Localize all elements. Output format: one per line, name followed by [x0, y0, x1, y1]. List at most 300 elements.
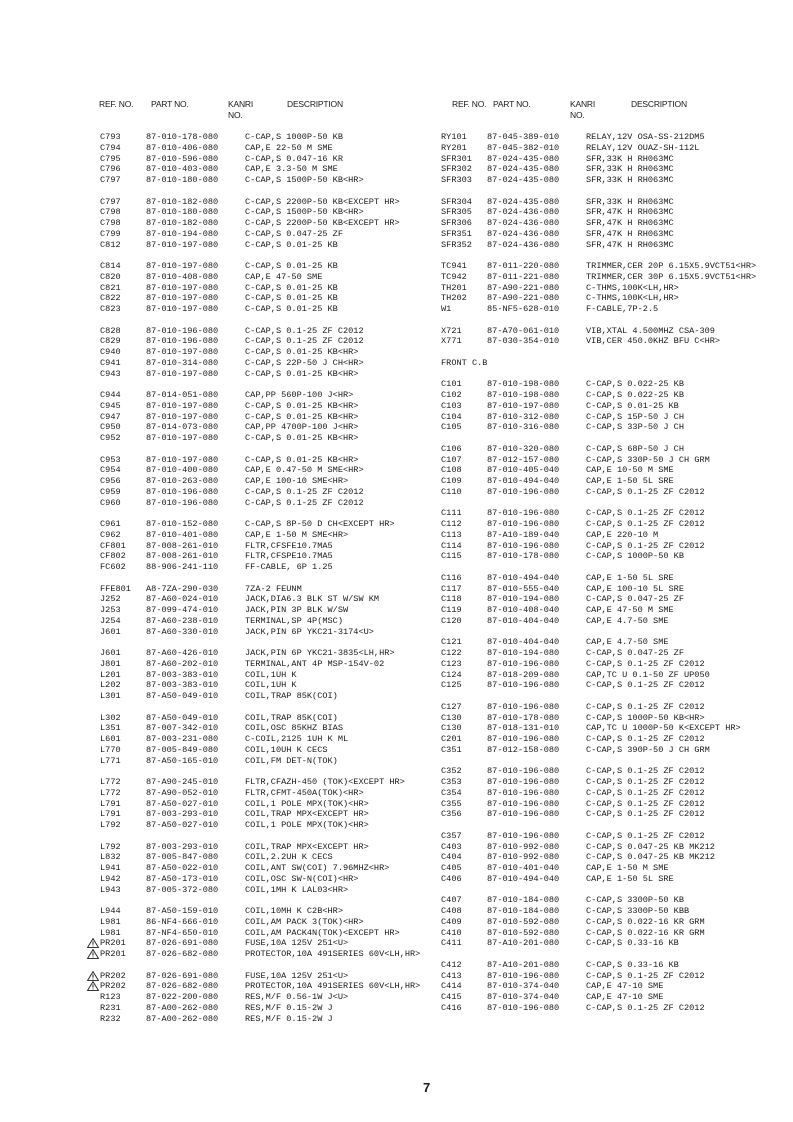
ref-no-cell: C403 [441, 841, 462, 852]
ref-no-cell: C794 [100, 142, 121, 153]
part-row [441, 272, 781, 283]
description-cell: C-CAP,S 0.1-25 ZF C2012 [586, 486, 705, 497]
part-no-cell: 87-026-682-080 [146, 949, 219, 959]
ref-no-cell: C415 [441, 992, 462, 1002]
ref-no-cell: L202 [100, 680, 121, 691]
description-cell: COIL,1 POLE MPX(TOK)<HR> [245, 798, 369, 809]
part-row [100, 390, 440, 401]
description-cell: COIL,1 POLE MPX(TOK)<HR> [245, 820, 369, 830]
ref-no-cell: TC941 [441, 261, 467, 271]
ref-no-cell: L942 [100, 873, 121, 884]
ref-no-cell: C412 [441, 959, 462, 970]
part-row [441, 831, 781, 842]
part-no-cell: 87-014-051-080 [146, 390, 219, 400]
description-cell: C-CAP,S 0.1-25 ZF C2012 [586, 658, 705, 669]
ref-no-cell: SFR302 [441, 164, 472, 175]
group-spacer [100, 508, 440, 519]
part-row [441, 938, 781, 949]
group-spacer [100, 702, 440, 713]
part-row [441, 1003, 781, 1014]
header-kanri: KANRI [570, 99, 595, 109]
ref-no-cell: TH201 [441, 282, 467, 293]
part-no-cell: 87-010-197-080 [146, 304, 219, 314]
description-cell: C-CAP,S 8P-50 D CH<EXCEPT HR> [245, 519, 395, 529]
part-row [100, 422, 440, 433]
ref-no-cell: C101 [441, 379, 462, 390]
part-no-cell: 87-A60-202-010 [146, 658, 219, 669]
part-row [100, 938, 440, 949]
ref-no-cell: SFR306 [441, 218, 472, 228]
description-cell: COIL,1UH K [245, 669, 297, 680]
part-row [441, 154, 781, 165]
part-no-cell: 87-010-408-040 [487, 605, 560, 615]
part-no-cell: 87-003-293-010 [146, 809, 219, 820]
ref-no-cell: C962 [100, 529, 121, 540]
part-no-cell: 87-012-157-080 [487, 454, 560, 465]
ref-no-cell: C121 [441, 637, 462, 648]
description-cell: C-CAP,S 15P-50 J CH [586, 411, 684, 422]
description-cell: CAP,E 1-50 M SME [586, 863, 669, 873]
part-no-cell: 87-010-596-080 [146, 153, 219, 164]
part-row [441, 981, 781, 992]
part-row [441, 659, 781, 670]
ref-no-cell: C110 [441, 486, 462, 497]
ref-no-cell: C106 [441, 443, 462, 454]
ref-no-cell: C352 [441, 766, 462, 777]
part-no-cell: 87-010-196-080 [487, 970, 560, 981]
part-no-cell: 87-018-209-080 [487, 669, 560, 680]
part-row [100, 616, 440, 627]
description-cell: C-CAP,S 0.01-25 KB<HR> [245, 400, 359, 411]
ref-no-cell: L301 [100, 691, 121, 701]
ref-no-cell: PR202 [100, 970, 126, 981]
description-cell: COIL,OSC 85KHZ BIAS [245, 723, 343, 734]
part-row [100, 293, 440, 304]
part-no-cell: 87-026-682-080 [146, 981, 219, 992]
description-cell: C-CAP,S 0.01-25 KB [245, 282, 338, 293]
part-no-cell: 87-045-382-010 [487, 142, 560, 153]
part-no-cell: 87-010-374-040 [487, 981, 560, 992]
description-cell: CAP,E 3.3-50 M SME [245, 164, 338, 175]
part-no-cell: 87-010-403-080 [146, 164, 219, 175]
description-cell: VIB,CER 450.0KHZ BFU C<HR> [586, 336, 721, 347]
part-no-cell: 87-A50-165-010 [146, 755, 219, 766]
header-kanri-no: NO. [228, 110, 243, 120]
description-cell: CAP,PP 4700P-100 J<HR> [245, 422, 359, 433]
description-cell: C-CAP,S 22P-50 J CH<HR> [245, 357, 364, 368]
description-cell: CAP,TC U 1000P-50 K<EXCEPT HR> [586, 723, 741, 734]
part-no-cell: 87-010-184-080 [487, 906, 560, 916]
part-no-cell: 87-010-400-080 [146, 465, 219, 476]
part-row [100, 154, 440, 165]
part-no-cell: 87-010-494-040 [487, 873, 560, 884]
part-row [441, 541, 781, 552]
description-cell: COIL,AM PACK4N(TOK)<EXCEPT HR> [245, 927, 400, 938]
part-row [100, 1003, 440, 1014]
part-no-cell: 87-024-436-080 [487, 218, 560, 228]
ref-no-cell: C113 [441, 529, 462, 540]
description-cell: TRIMMER,CER 30P 6.15X5.9VCT51<HR> [586, 271, 757, 282]
part-row [100, 981, 440, 992]
part-no-cell: 86-NF4-666-010 [146, 916, 219, 927]
part-no-cell: 87-010-494-040 [487, 476, 560, 486]
part-row [100, 530, 440, 541]
ref-no-cell: J601 [100, 648, 121, 658]
part-row [441, 616, 781, 627]
part-no-cell: 87-010-197-080 [146, 293, 219, 304]
part-row [441, 788, 781, 799]
description-cell: C-CAP,S 0.33-16 KB [586, 959, 679, 970]
description-cell: C-THMS,100K<LH,HR> [586, 293, 679, 304]
part-row [100, 584, 440, 595]
ref-no-cell: C118 [441, 594, 462, 605]
part-no-cell: 87-024-436-080 [487, 228, 560, 239]
group-spacer [100, 315, 440, 326]
description-cell: C-CAP,S 0.022-25 KB [586, 390, 684, 400]
ref-no-cell: TC942 [441, 271, 467, 282]
part-no-cell: 87-005-847-080 [146, 852, 219, 863]
part-no-cell: 87-010-494-040 [487, 572, 560, 583]
ref-no-cell: C796 [100, 164, 121, 175]
part-row [100, 659, 440, 670]
part-row [100, 433, 440, 444]
part-row [441, 895, 781, 906]
ref-no-cell: SFR301 [441, 153, 472, 164]
ref-no-cell: C104 [441, 411, 462, 422]
part-row [441, 164, 781, 175]
description-cell: C-CAP,S 0.1-25 ZF C2012 [586, 766, 705, 777]
part-row [100, 476, 440, 487]
description-cell: FUSE,10A 125V 251<U> [245, 938, 349, 949]
part-no-cell: 87-010-196-080 [487, 519, 560, 529]
part-row [100, 820, 440, 831]
description-cell: C-CAP,S 0.1-25 ZF C2012 [586, 540, 705, 551]
part-row [100, 498, 440, 509]
part-row [100, 648, 440, 659]
section-heading [441, 358, 781, 369]
description-cell: C-CAP,S 0.01-25 KB [586, 400, 679, 411]
header-kanri-no: NO. [570, 110, 585, 120]
part-row [441, 175, 781, 186]
ref-no-cell: C127 [441, 701, 462, 712]
ref-no-cell: C405 [441, 863, 462, 873]
part-no-cell: 87-A50-027-010 [146, 798, 219, 809]
part-no-cell: 87-010-404-040 [487, 615, 560, 626]
ref-no-cell: J252 [100, 594, 121, 605]
part-row [441, 487, 781, 498]
part-row [100, 562, 440, 573]
ref-no-cell: C947 [100, 411, 121, 422]
part-row [100, 594, 440, 605]
description-cell: CAP,E 1-50 5L SRE [586, 572, 674, 583]
part-row [441, 648, 781, 659]
ref-no-cell: C960 [100, 497, 121, 508]
description-cell: C-CAP,S 0.1-25 ZF C2012 [586, 970, 705, 981]
description-cell: C-CAP,S 0.1-25 ZF C2012 [586, 734, 705, 744]
ref-no-cell: X771 [441, 336, 462, 347]
ref-no-cell: C828 [100, 325, 121, 336]
part-row [441, 680, 781, 691]
description-cell: CAP,E 220-10 M [586, 529, 659, 540]
part-row [100, 132, 440, 143]
part-no-cell: 87-010-263-080 [146, 476, 219, 486]
description-cell: COIL,1MH K LAL03<HR> [245, 884, 349, 895]
description-cell: SFR,47K H RH063MC [586, 207, 674, 218]
group-spacer [441, 691, 781, 702]
ref-no-cell: C798 [100, 218, 121, 228]
ref-no-cell: C944 [100, 390, 121, 400]
description-cell: COIL,TRAP MPX<EXCEPT HR> [245, 841, 369, 852]
part-no-cell: 87-014-073-080 [146, 422, 219, 433]
ref-no-cell: C353 [441, 777, 462, 787]
part-no-cell: 87-010-401-080 [146, 529, 219, 540]
ref-no-cell: C954 [100, 465, 121, 476]
part-no-cell: 87-003-383-010 [146, 680, 219, 691]
part-no-cell: 87-010-184-080 [487, 895, 560, 906]
part-no-cell: 87-010-196-080 [487, 766, 560, 777]
group-spacer [441, 756, 781, 767]
part-no-cell: 87-005-372-080 [146, 884, 219, 895]
ref-no-cell: SFR305 [441, 207, 472, 218]
part-no-cell: 87-030-354-010 [487, 336, 560, 347]
part-no-cell: 87-A10-201-080 [487, 959, 560, 970]
ref-no-cell: C201 [441, 734, 462, 744]
part-row [441, 229, 781, 240]
description-cell: C-CAP,S 0.047-16 KR [245, 153, 343, 164]
group-spacer [441, 820, 781, 831]
part-no-cell: 87-010-197-080 [487, 400, 560, 411]
part-no-cell: 87-010-196-080 [487, 486, 560, 497]
part-row [100, 874, 440, 885]
part-no-cell: 87-010-152-080 [146, 519, 219, 529]
description-cell: C-CAP,S 0.1-25 ZF C2012 [245, 325, 364, 336]
part-no-cell: 87-010-198-080 [487, 390, 560, 400]
description-cell: CAP,E 100-10 SME<HR> [245, 476, 349, 486]
group-spacer [100, 895, 440, 906]
part-row [441, 874, 781, 885]
ref-no-cell: C797 [100, 175, 121, 185]
description-cell: CAP,E 1-50 M SME<HR> [245, 529, 349, 540]
description-cell: C-CAP,S 0.01-25 KB<HR> [245, 368, 359, 379]
description-cell: C-THMS,100K<LH,HR> [586, 282, 679, 293]
ref-no-cell: C795 [100, 153, 121, 164]
part-no-cell: 87-A70-061-010 [487, 325, 560, 336]
description-cell: C-CAP,S 0.01-25 KB [245, 239, 338, 250]
ref-no-cell: C404 [441, 852, 462, 863]
part-row [100, 809, 440, 820]
part-row [441, 928, 781, 939]
description-cell: CAP,E 47-10 SME [586, 981, 664, 992]
part-no-cell: 87-A00-262-080 [146, 1013, 219, 1024]
ref-no-cell: L351 [100, 723, 121, 734]
part-row [100, 412, 440, 423]
ref-no-cell: R123 [100, 992, 121, 1002]
part-no-cell: 87-A50-159-010 [146, 906, 219, 916]
description-cell: C-CAP,S 0.1-25 ZF C2012 [586, 1002, 705, 1013]
part-no-cell: 87-010-196-080 [487, 680, 560, 691]
part-row [441, 530, 781, 541]
part-row [441, 261, 781, 272]
part-row [441, 551, 781, 562]
part-no-cell: 87-010-592-080 [487, 927, 560, 938]
part-row [100, 917, 440, 928]
ref-no-cell: C822 [100, 293, 121, 304]
part-no-cell: 87-010-320-080 [487, 443, 560, 454]
part-row [100, 713, 440, 724]
part-no-cell: 87-010-196-080 [146, 336, 219, 347]
ref-no-cell: C945 [100, 400, 121, 411]
part-no-cell: 87-010-404-040 [487, 637, 560, 648]
description-cell: C-CAP,S 0.1-25 ZF C2012 [245, 497, 364, 508]
ref-no-cell: C105 [441, 422, 462, 433]
ref-no-cell: C130 [441, 712, 462, 723]
safety-warning-icon [87, 949, 99, 959]
description-cell: SFR,47K H RH063MC [586, 228, 674, 239]
description-cell: C-CAP,S 1000P-50 KB [586, 551, 684, 562]
part-row [100, 197, 440, 208]
part-row [100, 369, 440, 380]
description-cell: C-CAP,S 0.1-25 ZF C2012 [586, 701, 705, 712]
part-row [100, 949, 440, 960]
ref-no-cell: L832 [100, 852, 121, 863]
group-spacer [100, 379, 440, 390]
description-cell: JACK,PIN 6P YKC21-3835<LH,HR> [245, 648, 395, 658]
ref-no-cell: L201 [100, 669, 121, 680]
part-row [441, 401, 781, 412]
ref-no-cell: C109 [441, 476, 462, 486]
ref-no-cell: C119 [441, 605, 462, 615]
description-cell: C-CAP,S 1000P-50 KB<HR> [586, 712, 705, 723]
description-cell: RELAY,12V OUAZ-SH-112L [586, 142, 700, 153]
ref-no-cell: L791 [100, 798, 121, 809]
left-parts-column [100, 132, 440, 1024]
part-no-cell: 87-010-197-080 [146, 239, 219, 250]
description-cell: 7ZA-2 FEUNM [245, 583, 302, 594]
part-no-cell: 87-010-194-080 [146, 228, 219, 239]
description-cell: C-CAP,S 0.01-25 KB<HR> [245, 347, 359, 357]
part-row [441, 605, 781, 616]
ref-no-cell: L981 [100, 916, 121, 927]
description-cell: CAP,E 100-10 5L SRE [586, 583, 684, 594]
ref-no-cell: L943 [100, 884, 121, 895]
ref-no-cell: L792 [100, 820, 121, 830]
description-cell: JACK,PIN 3P BLK W/SW [245, 605, 349, 615]
part-no-cell: 87-A90-221-080 [487, 282, 560, 293]
part-no-cell: 87-010-180-080 [146, 175, 219, 185]
part-row [441, 863, 781, 874]
part-row [441, 240, 781, 251]
ref-no-cell: FFE801 [100, 583, 131, 594]
description-cell: C-CAP,S 0.047-25 ZF [586, 594, 684, 605]
part-row [441, 326, 781, 337]
description-cell: C-CAP,S 0.01-25 KB<HR> [245, 411, 359, 422]
group-spacer [100, 960, 440, 971]
part-no-cell: 87-010-194-080 [487, 648, 560, 658]
group-spacer [100, 444, 440, 455]
description-cell: C-CAP,S 0.1-25 ZF C2012 [586, 798, 705, 809]
part-no-cell: 87-010-374-040 [487, 992, 560, 1002]
ref-no-cell: C116 [441, 572, 462, 583]
description-cell: FLTR,CFSPE10.7MA5 [245, 551, 333, 562]
safety-warning-icon [87, 938, 99, 948]
part-no-cell: 87-010-316-080 [487, 422, 560, 433]
description-cell: RES,M/F 0.56-1W J<U> [245, 992, 349, 1002]
ref-no-cell: C407 [441, 895, 462, 906]
ref-no-cell: C354 [441, 787, 462, 798]
description-cell: SFR,33K H RH063MC [586, 153, 674, 164]
part-row [100, 852, 440, 863]
ref-no-cell: C956 [100, 476, 121, 486]
part-no-cell: 87-010-406-080 [146, 142, 219, 153]
description-cell: C-COIL,2125 1UH K ML [245, 734, 349, 744]
part-no-cell: 87-008-261-010 [146, 551, 219, 562]
description-cell: TERMINAL,SP 4P(MSC) [245, 615, 343, 626]
ref-no-cell: W1 [441, 304, 452, 314]
part-row [441, 745, 781, 756]
part-row [100, 326, 440, 337]
description-cell: C-CAP,S 0.022-25 KB [586, 379, 684, 390]
part-no-cell: 87-A60-024-010 [146, 594, 219, 605]
part-row [100, 175, 440, 186]
description-cell: C-CAP,S 0.01-25 KB<HR> [245, 454, 359, 465]
part-row [100, 347, 440, 358]
description-cell: PROTECTOR,10A 491SERIES 60V<LH,HR> [245, 949, 421, 959]
part-row [441, 197, 781, 208]
part-no-cell: 87-010-196-080 [487, 540, 560, 551]
ref-no-cell: C103 [441, 400, 462, 411]
ref-no-cell: SFR303 [441, 175, 472, 185]
ref-no-cell: L772 [100, 787, 121, 798]
ref-no-cell: CF801 [100, 540, 126, 551]
part-no-cell: 85-NF5-628-010 [487, 304, 560, 314]
part-no-cell: 87-A60-426-010 [146, 648, 219, 658]
ref-no-cell: C823 [100, 304, 121, 314]
part-row [441, 218, 781, 229]
part-no-cell: 87-005-849-080 [146, 744, 219, 755]
description-cell: SFR,33K H RH063MC [586, 164, 674, 175]
description-cell: COIL,TRAP MPX<EXCEPT HR> [245, 809, 369, 820]
part-no-cell: 87-010-555-040 [487, 583, 560, 594]
part-row [100, 541, 440, 552]
part-row [100, 304, 440, 315]
part-row [100, 207, 440, 218]
part-no-cell: 87-011-221-080 [487, 271, 560, 282]
part-row [100, 218, 440, 229]
group-spacer [441, 250, 781, 261]
description-cell: SFR,33K H RH063MC [586, 196, 674, 207]
group-spacer [441, 347, 781, 358]
part-no-cell: 87-A50-027-010 [146, 820, 219, 830]
description-cell: C-CAP,S 390P-50 J CH GRM [586, 744, 710, 755]
description-cell: COIL,TRAP 85K(COI) [245, 712, 338, 723]
part-row [100, 487, 440, 498]
description-cell: CAP,E 47-50 M SME [586, 605, 674, 615]
description-cell: COIL,OSC SW-N(COI)<HR> [245, 873, 359, 884]
ref-no-cell: C124 [441, 669, 462, 680]
part-no-cell: 87-010-178-080 [487, 551, 560, 562]
part-row [100, 723, 440, 734]
ref-no-cell: PR202 [100, 981, 126, 992]
part-no-cell: 87-010-314-080 [146, 357, 219, 368]
part-no-cell: 87-010-198-080 [487, 379, 560, 390]
ref-no-cell: C940 [100, 347, 121, 357]
part-row [441, 465, 781, 476]
ref-no-cell: SFR351 [441, 228, 472, 239]
part-row [441, 476, 781, 487]
ref-no-cell: C941 [100, 357, 121, 368]
description-cell: C-CAP,S 1500P-50 KB<HR> [245, 175, 364, 185]
description-cell: C-CAP,S 68P-50 J CH [586, 443, 684, 454]
